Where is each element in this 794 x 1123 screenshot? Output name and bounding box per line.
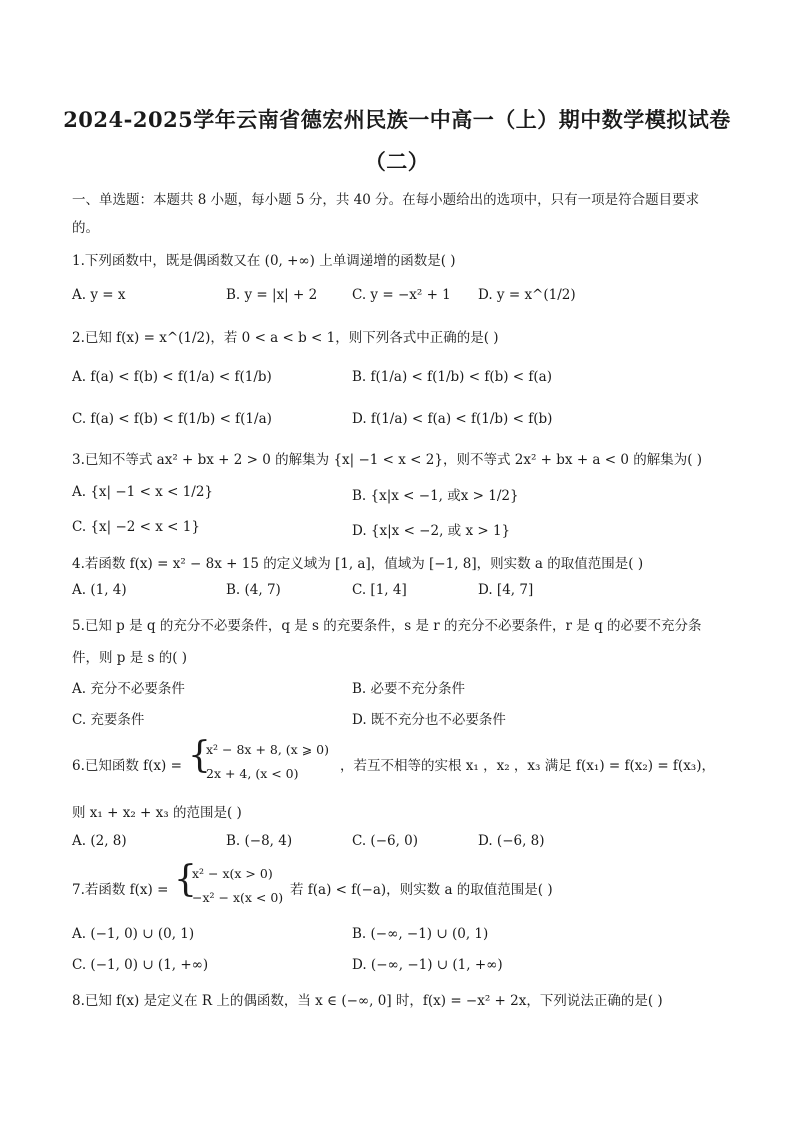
question-8-stem: 8.已知 f(x) 是定义在 R 上的偶函数，当 x ∈ (−∞, 0] 时，f(x) = −x² + 2x，下列说法正确的是( )	[72, 993, 663, 1009]
question-2-option-b: B. f(1/a) < f(1/b) < f(b) < f(a)	[352, 369, 552, 385]
question-1-option-a: A. y = x	[72, 287, 126, 303]
question-3-option-b: B. {x|x < −1, 或x > 1/2}	[352, 488, 519, 504]
question-4-stem: 4.若函数 f(x) = x² − 8x + 15 的定义域为 [1, a]，值域为 [−1, 8]，则实数 a 的取值范围是( )	[72, 556, 644, 572]
question-6-piece-1: x² − 8x + 8, (x ⩾ 0)	[206, 742, 329, 757]
question-5-option-d: D. 既不充分也不必要条件	[352, 712, 506, 728]
section-instructions-continued: 的。	[72, 220, 99, 236]
question-7-option-b: B. (−∞, −1) ∪ (0, 1)	[352, 926, 489, 942]
question-6-option-a: A. (2, 8)	[72, 833, 127, 849]
question-5-option-b: B. 必要不充分条件	[352, 681, 466, 697]
section-instructions: 一、单选题：本题共 8 小题，每小题 5 分，共 40 分。在每小题给出的选项中，只有一项是符合题目要求	[72, 192, 700, 208]
piecewise-brace-icon: {	[188, 735, 211, 776]
question-5-stem: 5.已知 p 是 q 的充分不必要条件，q 是 s 的充要条件，s 是 r 的充分不必要条件，r 是 q 的必要不充分条	[72, 618, 702, 634]
question-5-option-a: A. 充分不必要条件	[72, 681, 185, 697]
piecewise-brace-icon: {	[174, 859, 197, 900]
question-5-option-c: C. 充要条件	[72, 712, 145, 728]
question-4-option-a: A. (1, 4)	[72, 582, 127, 598]
question-4-option-b: B. (4, 7)	[226, 582, 281, 598]
question-7-stem-tail: 若 f(a) < f(−a)，则实数 a 的取值范围是( )	[290, 882, 553, 898]
question-6-stem-tail: ，若互不相等的实根 x₁ ，x₂ ，x₃ 满足 f(x₁) = f(x₂) = f(x₃)，	[340, 758, 715, 774]
question-7-stem-lead: 7.若函数 f(x) =	[72, 882, 169, 898]
exam-title: 2024-2025学年云南省德宏州民族一中高一（上）期中数学模拟试卷	[63, 107, 731, 132]
question-6-piece-2: 2x + 4, (x < 0)	[206, 766, 299, 781]
question-3-option-d: D. {x|x < −2, 或 x > 1}	[352, 523, 511, 539]
question-6-option-b: B. (−8, 4)	[226, 833, 293, 849]
question-3-option-a: A. {x| −1 < x < 1/2}	[72, 484, 213, 500]
question-1-option-b: B. y = |x| + 2	[226, 287, 318, 303]
exam-title-continued: （二）	[364, 149, 430, 174]
question-3-stem: 3.已知不等式 ax² + bx + 2 > 0 的解集为 {x| −1 < x < 2}，则不等式 2x² + bx + a < 0 的解集为( )	[72, 452, 703, 468]
question-2-option-a: A. f(a) < f(b) < f(1/a) < f(1/b)	[72, 369, 272, 385]
question-1-option-c: C. y = −x² + 1	[352, 287, 451, 303]
question-7-piece-2: −x² − x(x < 0)	[192, 890, 284, 905]
question-2-option-d: D. f(1/a) < f(a) < f(1/b) < f(b)	[352, 411, 553, 427]
question-2-option-c: C. f(a) < f(b) < f(1/b) < f(1/a)	[72, 411, 272, 427]
question-7-option-d: D. (−∞, −1) ∪ (1, +∞)	[352, 957, 503, 973]
question-1-option-d: D. y = x^(1/2)	[478, 287, 576, 303]
question-6-stem-continued: 则 x₁ + x₂ + x₃ 的范围是( )	[72, 805, 242, 821]
question-4-option-d: D. [4, 7]	[478, 582, 534, 598]
question-3-option-c: C. {x| −2 < x < 1}	[72, 519, 200, 535]
question-7-option-c: C. (−1, 0) ∪ (1, +∞)	[72, 957, 209, 973]
question-5-stem-continued: 件，则 p 是 s 的( )	[72, 650, 188, 666]
question-1-stem: 1.下列函数中，既是偶函数又在 (0, +∞) 上单调递增的函数是( )	[72, 253, 456, 269]
question-6-option-c: C. (−6, 0)	[352, 833, 419, 849]
question-4-option-c: C. [1, 4]	[352, 582, 407, 598]
question-6-option-d: D. (−6, 8)	[478, 833, 545, 849]
question-2-stem: 2.已知 f(x) = x^(1/2)，若 0 < a < b < 1，则下列各式中正确的是( )	[72, 330, 499, 346]
question-6-stem-lead: 6.已知函数 f(x) =	[72, 758, 182, 774]
question-7-option-a: A. (−1, 0) ∪ (0, 1)	[72, 926, 195, 942]
question-7-piece-1: x² − x(x > 0)	[192, 866, 273, 881]
